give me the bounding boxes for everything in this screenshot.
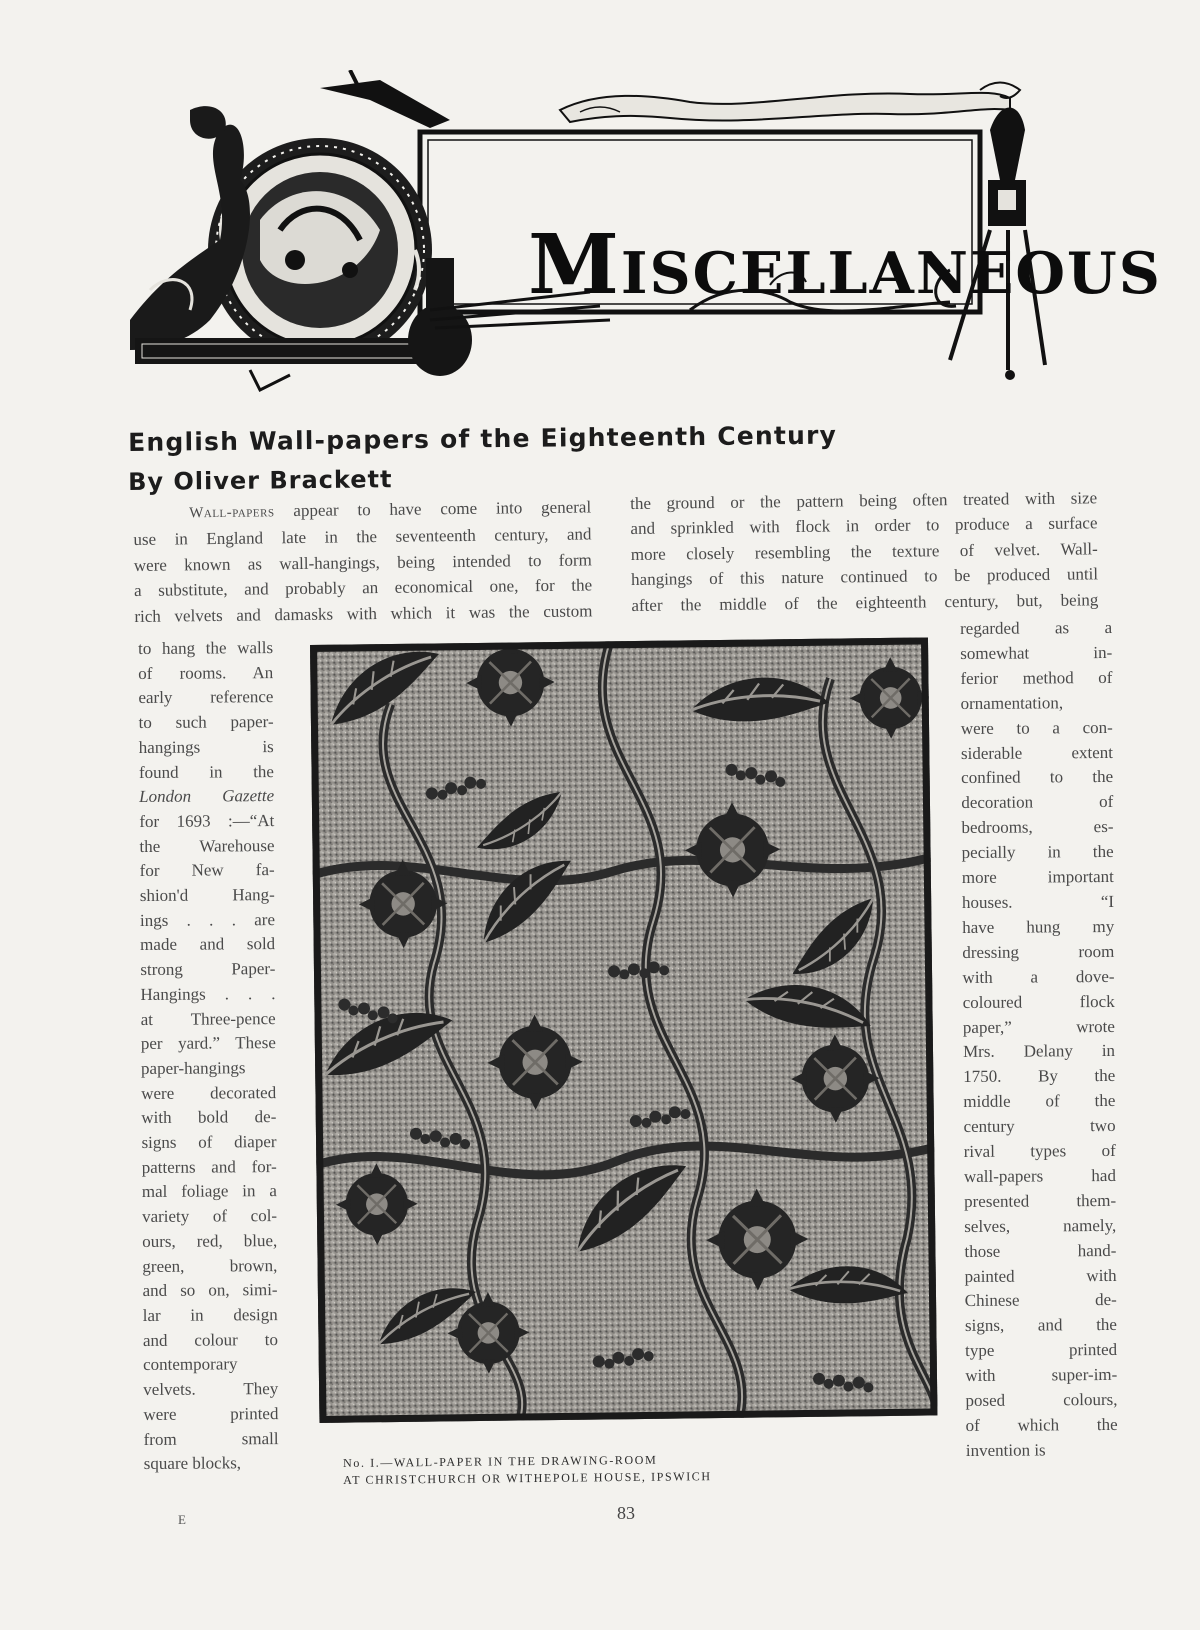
text-line: variety of col- — [141, 1206, 278, 1227]
text-line: hangings is — [138, 736, 274, 757]
text-line: and so on, simi- — [142, 1280, 278, 1301]
text-line: paper,” wrote — [962, 1016, 1115, 1037]
figure-caption — [343, 1450, 803, 1489]
text-line: the ground or the pattern being often treated with size — [630, 488, 1098, 513]
text-line: at Three-pence — [140, 1008, 276, 1029]
text-line: ours, red, blue, — [142, 1230, 278, 1251]
text-line: and colour to — [142, 1329, 278, 1350]
text-line: per yard.” These — [140, 1033, 276, 1054]
body-column-narrow-right — [960, 616, 1118, 1464]
text-line: the Warehouse — [139, 835, 275, 856]
caption-line: AT CHRISTCHURCH OR WITHEPOLE HOUSE, IPSWICH — [343, 1469, 712, 1487]
text-line: contemporary — [143, 1354, 238, 1375]
text-line: hangings of this nature continued to be produced until — [630, 564, 1099, 590]
text-line: London Gazette — [139, 786, 275, 807]
article-title: English Wall-papers of the Eighteenth Century — [128, 420, 838, 457]
text-line: and sprinkled with flock in order to produce a surface — [630, 513, 1098, 539]
text-line: houses. “I — [961, 891, 1115, 912]
text-line: more closely resembling the texture of velvet. Wall- — [630, 539, 1098, 564]
text-line: dressing room — [962, 941, 1115, 962]
text-line: green, brown, — [142, 1255, 278, 1276]
article-byline: By Oliver Brackett — [128, 465, 393, 496]
text-line: mal foliage in a — [141, 1181, 277, 1202]
body-column-top-right — [630, 485, 1099, 618]
text-line: were printed — [143, 1403, 279, 1424]
text-line: coloured flock — [962, 991, 1115, 1012]
text-line: middle of the — [963, 1091, 1116, 1112]
text-line: early reference — [138, 687, 274, 708]
text-line: from small — [143, 1428, 279, 1449]
text-line: to hang the walls — [138, 638, 274, 658]
flock-wallpaper-pattern — [310, 637, 937, 1422]
text-line: 1750. By the — [963, 1066, 1116, 1087]
text-line: were to a con- — [960, 717, 1113, 738]
text-line: Wall-papers appear to have come into general — [189, 497, 592, 522]
caption-line: No. I.—WALL-PAPER IN THE DRAWING-ROOM — [343, 1452, 658, 1470]
text-line: for New fa- — [139, 860, 275, 881]
text-line: painted with — [964, 1265, 1117, 1286]
text-line: Hangings . . . — [140, 983, 276, 1004]
text-line: invention is — [965, 1440, 1046, 1460]
text-line: paper-hangings — [140, 1058, 246, 1078]
text-line: lar in design — [142, 1305, 278, 1325]
text-line: Mrs. Delany in — [962, 1041, 1116, 1062]
text-line: velvets. They — [143, 1379, 279, 1400]
text-line: selves, namely, — [964, 1215, 1117, 1236]
text-line: siderable extent — [960, 742, 1114, 763]
text-line: with super-im- — [965, 1365, 1118, 1386]
header-ornament — [130, 70, 1162, 400]
text-line: decoration of — [961, 792, 1114, 813]
text-line: confined to the — [961, 767, 1114, 788]
text-line: presented them- — [964, 1190, 1117, 1211]
text-line: shion'd Hang- — [139, 885, 275, 906]
text-line: patterns and for- — [141, 1156, 277, 1177]
text-line: ornamentation, — [960, 693, 1064, 713]
text-line: type printed — [965, 1340, 1118, 1361]
text-line: ferior method of — [960, 667, 1113, 688]
text-line: regarded as a — [960, 617, 1113, 638]
text-line: strong Paper- — [140, 959, 276, 980]
text-line: century two — [963, 1116, 1116, 1137]
text-line: were known as wall-hangings, being intended to form — [133, 550, 592, 575]
text-line: of rooms. An — [138, 662, 274, 683]
text-line: pecially in the — [961, 842, 1114, 863]
text-line: square blocks, — [143, 1453, 242, 1474]
text-line: made and sold — [140, 934, 276, 955]
section-banner-title: Miscellaneous — [528, 217, 1162, 313]
text-line: posed colours, — [965, 1390, 1118, 1411]
text-line: found in the — [138, 761, 275, 782]
text-line: have hung my — [962, 916, 1115, 937]
text-line: those hand- — [964, 1240, 1117, 1261]
text-line: rival types of — [963, 1140, 1116, 1162]
text-line: signs, and the — [964, 1315, 1118, 1336]
text-line: to such paper- — [138, 712, 274, 733]
text-line: bedrooms, es- — [961, 817, 1114, 838]
text-line: after the middle of the eighteenth century, but, being — [631, 589, 1099, 615]
text-line: more important — [961, 866, 1114, 888]
text-line: somewhat in- — [960, 642, 1113, 663]
text-line: use in England late in the seventeenth century, and — [133, 524, 592, 550]
text-line: for 1693 :—“At — [139, 810, 275, 831]
signature-mark: E — [178, 1512, 187, 1527]
lead-in-words: Wall-papers — [189, 504, 275, 522]
text-line: ings . . . are — [139, 909, 276, 930]
text-line: of which the — [965, 1414, 1118, 1435]
text-line: wall-papers had — [963, 1165, 1116, 1186]
page-number: 83 — [617, 1503, 635, 1523]
text-line: rich velvets and damasks with which it was the custom — [134, 601, 593, 626]
text-line: a substitute, and probably an economical one, for the — [133, 575, 593, 601]
text-line: Chinese de- — [964, 1290, 1117, 1311]
text-line: signs of diaper — [141, 1132, 277, 1153]
text-line: with a dove- — [962, 966, 1115, 987]
body-column-narrow-left — [138, 636, 279, 1477]
text-line: were decorated — [141, 1082, 277, 1103]
text-line: with bold de- — [141, 1107, 277, 1128]
wallpaper-photograph — [310, 637, 937, 1422]
body-column-top-left — [133, 494, 593, 629]
